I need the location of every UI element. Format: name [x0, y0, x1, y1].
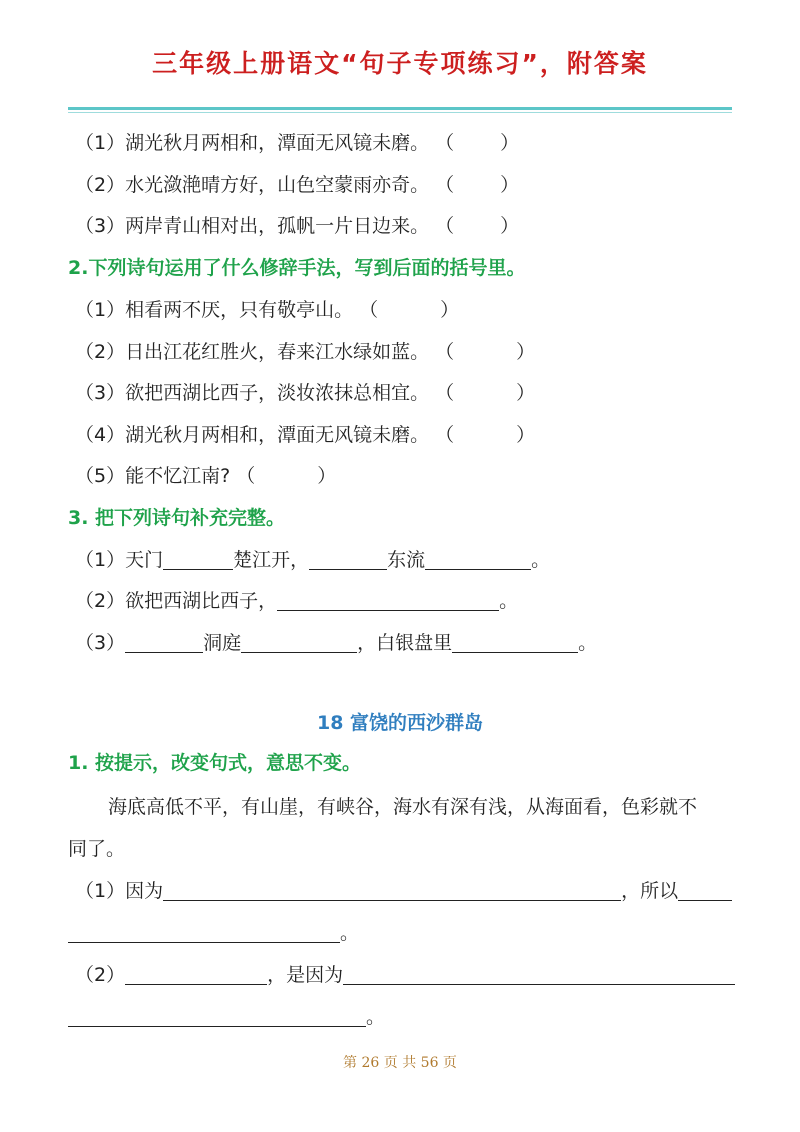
question-heading: 3. 把下列诗句补充完整。: [68, 507, 286, 529]
item-text: （1）湖光秋月两相和，潭面无风镜未磨。: [75, 132, 430, 154]
section-title: 18 富饶的西沙群岛: [316, 712, 484, 734]
item-text: （3）两岸青山相对出，孤帆一片日边来。: [75, 215, 430, 237]
list-item: [75, 420, 535, 447]
question-heading: 2.下列诗句运用了什么修辞手法，写到后面的括号里。: [68, 257, 526, 279]
answer-paren[interactable]: （ ）: [435, 382, 536, 404]
fill-line: （3） 洞庭 ，白银盘里 。: [75, 632, 598, 654]
fill-blank[interactable]: [163, 549, 233, 570]
item-text: （2）水光潋滟晴方好，山色空蒙雨亦奇。: [75, 174, 430, 196]
page-title: 三年级上册语文“句子专项练习”，附答案: [152, 49, 648, 78]
list-item: [75, 461, 336, 488]
list-item: [75, 295, 459, 322]
fill-blank[interactable]: [163, 880, 621, 901]
fill-blank[interactable]: [241, 632, 357, 653]
fill-blank[interactable]: [452, 632, 578, 653]
fill-blank[interactable]: [277, 590, 499, 611]
answer-paren[interactable]: （ ）: [435, 341, 536, 363]
answer-paren[interactable]: （ ）: [236, 465, 337, 487]
list-item: [75, 170, 519, 197]
fill-blank[interactable]: [309, 549, 387, 570]
item-text: （2）日出江花红胜火，春来江水绿如蓝。: [75, 341, 430, 363]
fill-line: （2）欲把西湖比西子， 。: [75, 590, 519, 612]
list-item: [75, 211, 519, 238]
rewrite-line: （1）因为 ，所以: [75, 876, 732, 903]
answer-paren[interactable]: （ ）: [359, 299, 460, 321]
fill-blank[interactable]: [125, 632, 203, 653]
item-text: （1）相看两不厌，只有敬亭山。: [75, 299, 354, 321]
list-item: [75, 337, 535, 364]
item-text: （3）欲把西湖比西子，淡妆浓抹总相宜。: [75, 382, 430, 404]
rewrite-line-cont: 。: [68, 918, 359, 945]
answer-paren[interactable]: （ ）: [435, 424, 536, 446]
answer-paren[interactable]: （ ）: [435, 132, 520, 154]
item-text: （4）湖光秋月两相和，潭面无风镜未磨。: [75, 424, 430, 446]
fill-blank[interactable]: [678, 880, 732, 901]
paragraph-line: 同了。: [68, 838, 126, 860]
list-item: [75, 128, 519, 155]
fill-blank[interactable]: [425, 549, 531, 570]
paragraph-line: 海底高低不平，有山崖，有峡谷，海水有深有浅，从海面看，色彩就不: [108, 796, 698, 818]
title-divider-thin: [68, 112, 732, 113]
fill-blank[interactable]: [68, 922, 340, 943]
page-number: 第 26 页 共 56 页: [343, 1055, 457, 1071]
fill-blank[interactable]: [125, 964, 267, 985]
list-item: [75, 378, 535, 405]
item-text: （5）能不忆江南?: [75, 465, 231, 487]
rewrite-line-cont: 。: [68, 1002, 385, 1029]
question-heading: 1. 按提示，改变句式，意思不变。: [68, 752, 362, 774]
rewrite-line: （2） ，是因为: [75, 960, 735, 987]
answer-paren[interactable]: （ ）: [435, 215, 520, 237]
fill-blank[interactable]: [343, 964, 735, 985]
answer-paren[interactable]: （ ）: [435, 174, 520, 196]
title-divider: [68, 107, 732, 110]
fill-blank[interactable]: [68, 1006, 366, 1027]
fill-line: （1）天门 楚江开， 东流 。: [75, 549, 551, 571]
